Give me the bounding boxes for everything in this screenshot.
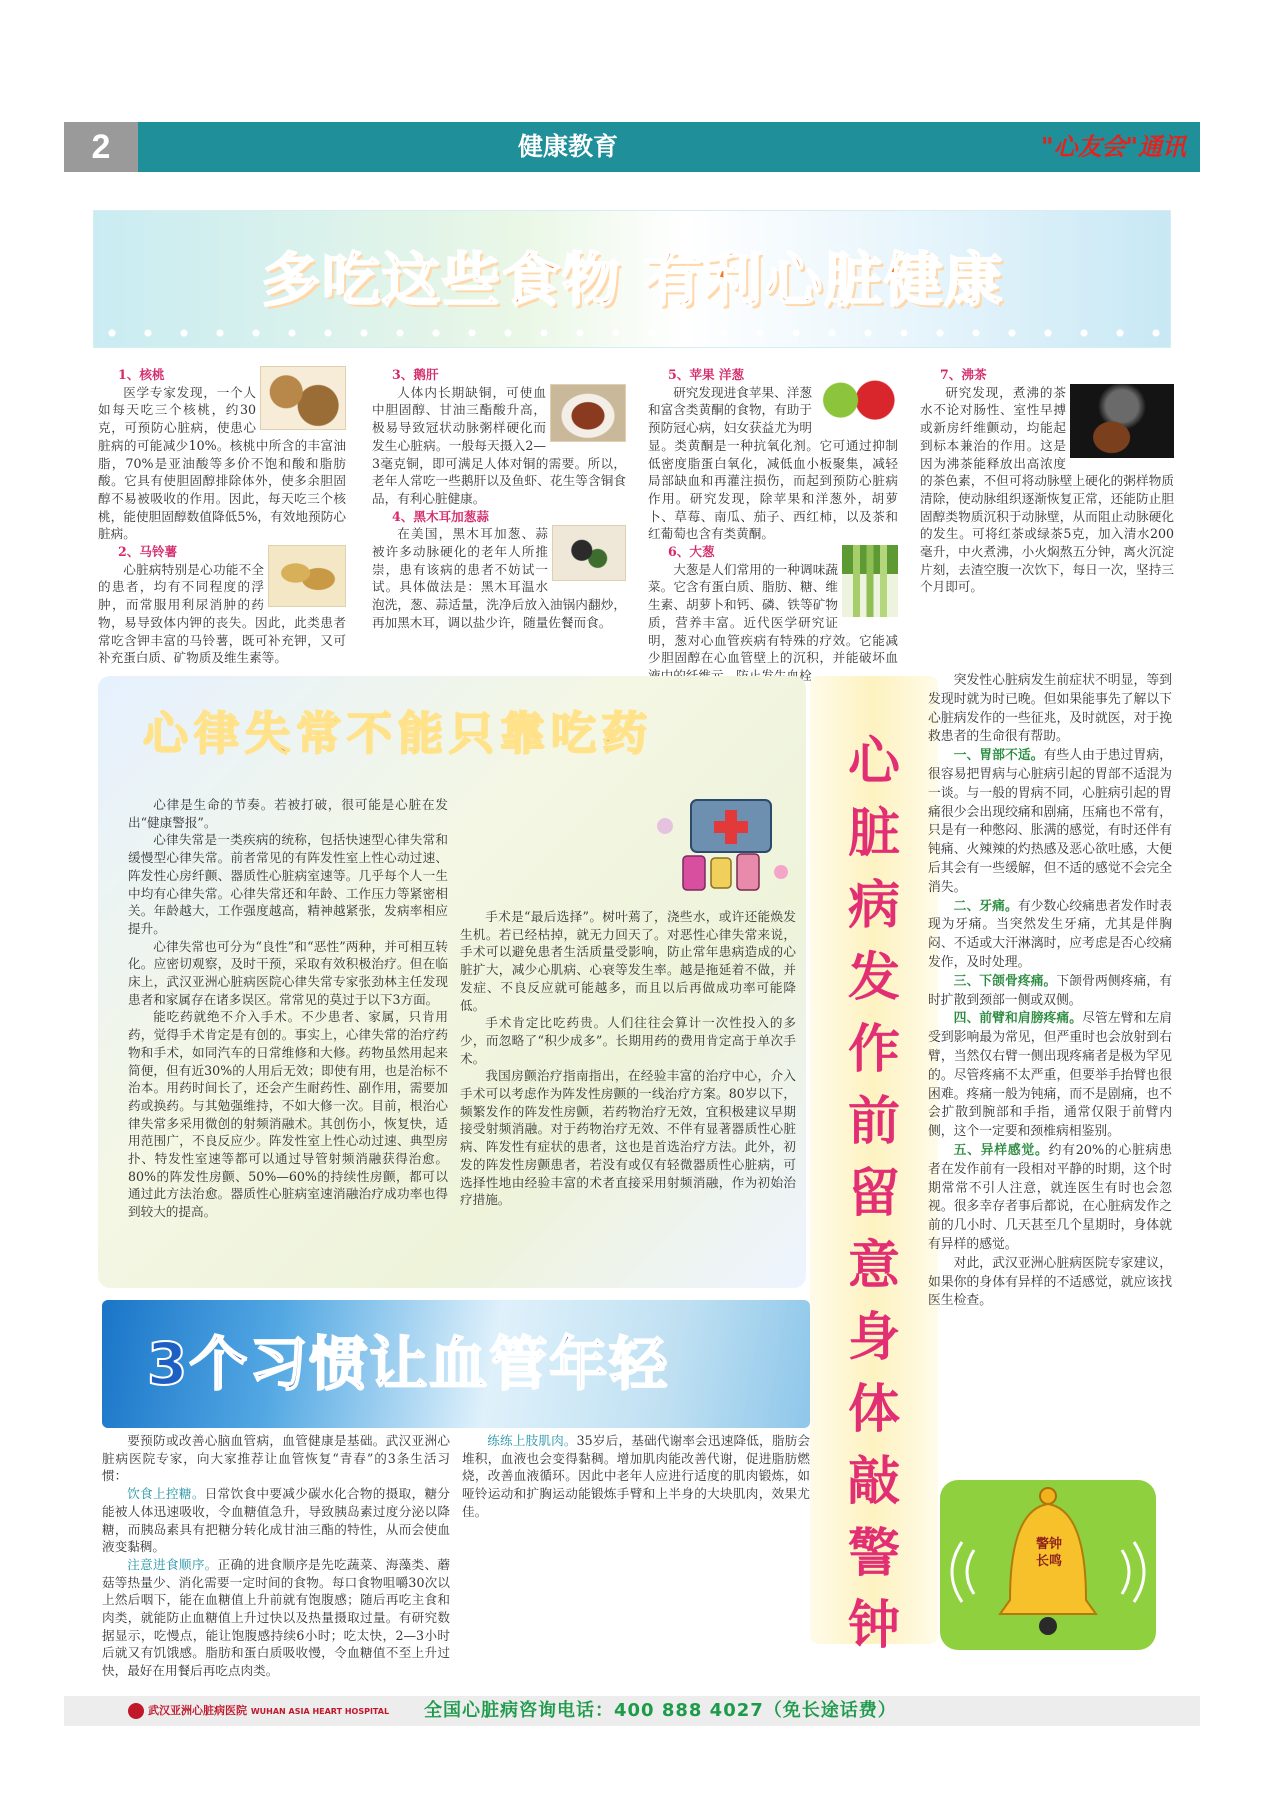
food-heading: 4、黑木耳加葱蒜 xyxy=(392,508,489,524)
bell-text: 警钟长鸣 xyxy=(1035,1537,1062,1569)
arrhythmia-column-left xyxy=(128,796,448,1276)
food-article-banner xyxy=(93,210,1171,348)
vessel-column-right xyxy=(462,1432,810,1628)
arrhythmia-paragraph: 手术是“最后选择”。树叶蔫了，浇些水，或许还能焕发生机。若已经枯掉，就无力回天了。对恶性心律失常来说，手术可以避免患者生活质量受影响，防止常年患病造成的心脏扩大，减少心肌病、心衰等发生率。越是拖延着不做，并发症、不良反应就可能越多，而且以后再做成功率可能降低。 xyxy=(460,909,796,1013)
hospital-logo-icon xyxy=(128,1703,144,1719)
arrhythmia-paragraph: 手术肯定比吃药贵。人们往往会算计一次性投入的多少，而忽略了“积少成多”。长期用药的费用肯定高于单次手术。 xyxy=(460,1015,796,1066)
page-header xyxy=(64,122,1200,172)
newsletter-name: "心友会"通讯 xyxy=(1040,132,1186,161)
food-heading: 2、马铃薯 xyxy=(118,544,178,560)
hospital-name-en: WUHAN ASIA HEART HOSPITAL xyxy=(250,1707,390,1716)
arrhythmia-column-right xyxy=(460,908,796,1280)
hospital-logo xyxy=(128,1696,389,1726)
warning-sign-label: 四、前臂和肩膀疼痛。 xyxy=(953,1011,1083,1027)
warning-sign xyxy=(928,898,1172,973)
hotline-text: 全国心脏病咨询电话：400 888 4027（免长途话费） xyxy=(424,1700,897,1721)
arrhythmia-article-panel xyxy=(98,676,806,1288)
black-fungus-image xyxy=(552,525,626,581)
hospital-name-cn: 武汉亚洲心脏病医院 xyxy=(148,1704,247,1717)
warning-sign-text: 有少数心绞痛患者发作时表现为牙痛。当突然发生牙痛，尤其是伴胸闷、不适或大汗淋漓时，应考虑是否心绞痛发作，及时处理。 xyxy=(928,898,1173,970)
scallion-image xyxy=(842,545,898,617)
page-number: 2 xyxy=(64,122,138,172)
habit-label: 饮食上控糖。 xyxy=(127,1486,205,1502)
food-column-1 xyxy=(98,366,346,666)
alarm-bell-box xyxy=(940,1480,1156,1650)
vessel-article-banner xyxy=(102,1300,810,1428)
warning-sign-text: 下颌骨两侧疼痛，有时扩散到颈部一侧或双侧。 xyxy=(928,973,1173,1008)
warning-article-title-text: 心脏病发作前留意身体敲警钟 xyxy=(847,731,900,1656)
food-text: 医学专家发现，一个人如每天吃三个核桃，约30克，可预防心脏病，使患心脏病的可能减少10%。核桃中所含的丰富油脂，70%是亚油酸等多价不饱和酸和脂肪酸。它具有使胆固醇排除体外，使多余胆固醇不易被吸收的作用。因此，每天吃三个核桃，能使胆固醇数值降低5%，有效地预防心脏病。 xyxy=(98,384,346,542)
vessel-article-title: 3个习惯让血管年轻 xyxy=(147,1330,670,1398)
page-footer xyxy=(64,1696,1200,1726)
warning-sign-label: 五、异样感觉。 xyxy=(953,1142,1049,1158)
warning-sign xyxy=(928,973,1172,1011)
food-heading: 6、大葱 xyxy=(668,544,715,560)
warning-article-title-band xyxy=(810,676,938,1656)
banner-dots-decoration xyxy=(94,319,1170,347)
goose-liver-image xyxy=(550,384,626,442)
warning-article-column xyxy=(928,672,1172,1472)
warning-closing: 对此，武汉亚洲心脏病医院专家建议，如果你的身体有异样的不适感觉，就应该找医生检查。 xyxy=(928,1255,1172,1309)
food-text: 研究发现，煮沸的茶水不论对肠性、室性早搏或新房纤维颤动，均能起到标本兼治的作用。这是因为沸茶能释放出高浓度的茶色素，不但可将动脉壁上硬化的粥样物质清除，使动脉组织逐渐恢复正常，还能防止胆固醇类物质沉积于动脉壁，从而阻止动脉硬化的发生。可将红茶或绿茶5克，加入清水200毫升，中火煮沸，小火焖熬五分钟，离火沉淀片刻，去渣空腹一次饮下，每日一次，坚持三个月即可。 xyxy=(920,384,1174,595)
food-heading: 1、核桃 xyxy=(118,367,165,382)
warning-article-title xyxy=(810,726,938,1662)
apple-image xyxy=(816,366,898,428)
food-column-2 xyxy=(372,366,626,658)
boiling-tea-image xyxy=(1070,384,1174,458)
walnut-image xyxy=(260,366,346,430)
warning-sign xyxy=(928,1142,1172,1255)
warning-sign-label: 三、下颌骨疼痛。 xyxy=(953,973,1057,989)
food-text: 大葱是人们常用的一种调味蔬菜。它含有蛋白质、脂肪、糖、维生素、胡萝卜和钙、磷、铁等矿物质，营养丰富。近代医学研究证明，葱对心血管疾病有特殊的疗效。它能减少胆固醇在心血管壁上的沉积，并能破坏血 生血栓。 xyxy=(648,561,898,683)
warning-sign-text: 约有20%的心脏病患者在发作前有一段相对平静的时期，这个时期常常不引人注意，就连医生有时也会忽视。很多幸存者事后都说，在心脏病发作之前的几小时、几天甚至几个星期时，身体就有异样的感觉。 xyxy=(928,1142,1172,1252)
warning-intro: 突发性心脏病发生前症状不明显，等到发现时就为时已晚。但如果能事先了解以下心脏病发作的一些征兆，及时就医，对于挽救患者的生命很有帮助。 xyxy=(928,673,1172,745)
habit-label: 注意进食顺序。 xyxy=(127,1556,218,1572)
warning-sign-text: 尽管左臂和左肩受到影响最为常见，但严重时也会放射到右臂，当然仅右臂一侧出现疼痛者是极为罕见的。尽管疼痛不太严重，但要举手抬臂也很困难。疼痛一般为钝痛，而不是剧痛，也不会扩散到腕部和手指，通常仅限于前臂内侧，这个一定要和颈椎病相鉴别。 xyxy=(928,1011,1173,1140)
arrhythmia-paragraph: 心律失常是一类疾病的统称，包括快速型心律失常和缓慢型心律失常。前者常见的有阵发性室上性心动过速、阵发性心房纤颤、器质性心脏病室速等。几乎每个人一生中均有心律失常。心律失常还和年龄、工作压力等紧密相关。年龄越大，工作强度越高，精神越紧张，发病率相应提升。 xyxy=(128,832,448,936)
arrhythmia-paragraph: 能吃药就绝不介入手术。不少患者、家属，只肯用药，觉得手术肯定是有创的。事实上，心律失常的治疗药物和手术，如同汽车的日常维修和大修。药物虽然用起来简便，但有近30%的人用后无效；即使有用，也是治标不治本。用药时间长了，还会产生耐药性、副作用，需要加药或换药。与其勉强维持，不如大修一次。目前，根治心律失常多采用微创的射频消融术。其创伤小，恢复快，适用范围广，不良反应少。阵发性室上性心动过速、典型房扑、特发性室速等都可以通过导管射频消融获得治愈。80%的阵发性房颤、50%—60%的持续性房颤，都可以通过此方法治愈。器质性心脏病室速消融治疗成功率也得到较大的提高。 xyxy=(128,1009,448,1220)
potato-image xyxy=(268,545,346,607)
arrhythmia-paragraph: 心律失常也可分为“良性”和“恶性”两种，并可相互转化。应密切观察，及时干预，采取有效积极治疗。但在临床上，武汉亚洲心脏病医院心律失常专家张劲林主任发现患者和家属存在诸多误区。常常见的莫过于以下3方面。 xyxy=(128,938,448,1007)
section-title: 健康教育 xyxy=(517,132,618,161)
food-text: 人体内长期缺铜，可使血中胆固醇、甘油三酯酸升高，极易导致冠状动脉粥样硬化而发生心脏病。一般每天摄入2—3毫克铜，即可满足人体对铜的需要。所以，老年人常吃一些鹅肝以及鱼虾、花生等含铜食品，有利心脏健康。 xyxy=(372,384,626,506)
arrhythmia-paragraph: 心律是生命的节奏。若被打破，很可能是心脏在发出“健康警报”。 xyxy=(128,797,448,830)
food-text: 在美国，黑木耳加葱、蒜被许多动脉硬化的老年人所推崇，患有该病的患者不妨试一试。具体做法是：黑木耳温水泡洗，葱、蒜适量，洗净后放入油锅内翻炒，再加黑木耳，调以盐少许，随量佐餐而食。 xyxy=(372,526,626,630)
habit-label: 练练上肢肌肉。 xyxy=(487,1433,577,1448)
warning-sign-label: 一、胃部不适。 xyxy=(953,748,1044,764)
warning-sign xyxy=(928,1010,1172,1142)
arrhythmia-article-title: 心律失常不能只靠吃药 xyxy=(143,707,654,760)
medicine-kit-image xyxy=(653,786,798,898)
habit-text: 35岁后，基础代谢率会迅速降低，脂肪会堆积，血液也会变得黏稠。增加肌肉能改善代谢，促进脂肪燃烧，改善血液循环。因此中老年人应进行适度的肌肉锻炼，如哑铃运动和扩胸运动能锻炼手臂和上半身的大块肌肉，效果尤佳。 xyxy=(462,1433,811,1519)
food-column-3 xyxy=(648,366,898,683)
vessel-intro: 要预防或改善心脑血管病，血管健康是基础。武汉亚洲心脏病医院专家，向大家推荐让血管恢复“青春”的3条生活习惯： xyxy=(102,1433,450,1484)
food-column-4 xyxy=(920,366,1174,658)
food-text: 心脏病特别是心功能不全的患者，均有不同程度的浮肿，而常服用利尿消肿的药物，易导致体内钾的丧失。因此，此类患者常吃含钾丰富的马铃薯，既可补充钾，又可补充蛋白质、矿物质及维生素等。 xyxy=(98,561,346,666)
food-heading: 3、鹅肝 xyxy=(392,367,439,382)
arrhythmia-paragraph: 我国房颤治疗指南指出，在经验丰富的治疗中心，介入手术可以考虑作为阵发性房颤的一线治疗方案。80岁以下，频繁发作的阵发性房颤，若药物治疗无效，宜积极建议早期接受射频消融。对于药物治疗无效、不伴有显著器质性心脏病、阵发性有症状的患者，这也是首选治疗方法。此外，初发的阵发性房颤患者，若没有或仅有轻微器质性心脏病，可选择性地由经验丰富的术者直接采用射频消融，作为初始治疗措施。 xyxy=(460,1068,796,1208)
food-heading: 7、沸茶 xyxy=(940,367,987,382)
warning-sign-label: 二、牙痛。 xyxy=(953,898,1018,914)
food-heading: 5、苹果 洋葱 xyxy=(668,367,745,382)
warning-sign xyxy=(928,747,1172,897)
food-article-title: 多吃这些食物 有利心脏健康 xyxy=(261,246,1005,314)
food-text: 研究发现进食苹果、洋葱和富含类黄酮的食物，有助于预防冠心病，妇女获益尤为明显。类黄酮是一种抗氧化剂。它可通过抑制低密度脂蛋白氧化，减低血小板聚集，减轻局部缺血和再灌注损伤，而起到预防心脏病作用。研究发现，除苹果和洋葱外，胡萝卜、草莓、南瓜、茄子、西红柿，以及茶和红葡萄也含有类黄酮。 xyxy=(648,384,898,542)
warning-sign-text: 有些人由于患过胃病，很容易把胃病与心脏病引起的胃部不适混为一谈。与一般的胃病不同，心脏病引起的胃痛很少会出现绞痛和剧痛，压痛也不常有，只是有一种憋闷、胀满的感觉，有时还伴有钝痛、火辣辣的灼热感及恶心欲吐感，大便后其会有一些缓解，但不适的感觉不会完全消失。 xyxy=(928,748,1173,895)
habit-text: 日常饮食中要减少碳水化合物的摄取，糖分能被人体迅速吸收，令血糖值急升，导致胰岛素过度分泌以降糖，而胰岛素具有把糖分转化成甘油三酯的特性，从而会使血液变黏稠。 xyxy=(102,1486,451,1555)
habit-text: 正确的进食顺序是先吃蔬菜、海藻类、蘑菇等热量少、消化需要一定时间的食物。每口食物咀嚼30次以上然后咽下，能在血糖值上升前就有饱腹感；随后再吃主食和肉类，就能防止血糖值上升过快以及热量摄取过量。有研究数据显示，吃慢点，能让饱腹感持续6小时；吃太快，2—3小时后就又有饥饿感。脂肪和蛋白质吸收慢，令血糖值不至上升过快，最好在用餐后再吃点肉类。 xyxy=(102,1556,451,1679)
vessel-column-left xyxy=(102,1432,451,1679)
